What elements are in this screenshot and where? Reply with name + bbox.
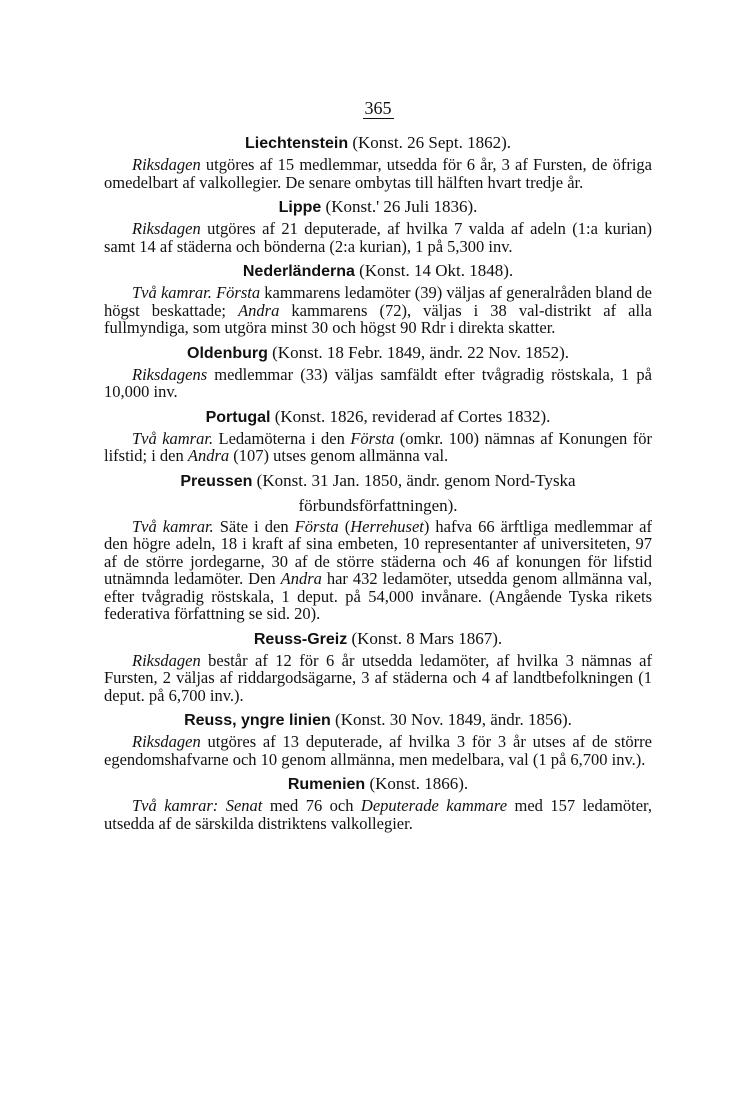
body-text: (107) utses genom allmänna val. — [229, 446, 449, 465]
italic-text: Riksdagen — [132, 219, 201, 238]
section-paragraph — [104, 156, 652, 191]
section-paragraph — [104, 797, 652, 832]
section-citation: (Konst.' 26 Juli 1836). — [321, 197, 478, 216]
body-text: Ledamöterna i den — [213, 428, 351, 448]
italic-text: Första — [350, 428, 395, 448]
italic-text: Deputerade kammare — [360, 796, 508, 815]
body-text: kammarens (72), väljas i 38 val-distrikt af alla fullmyndiga, som utgöra minst 30 och högst 90 Rdr i direkta skatter. — [104, 300, 652, 337]
sections-container — [104, 131, 652, 836]
section — [104, 469, 652, 627]
italic-text: Två kamrar: Senat — [132, 796, 263, 815]
section-title: Oldenburg — [187, 344, 268, 362]
body-text: utgöres af 15 medlemmar, utsedda för 6 år, 3 af Fursten, de öfriga omedelbart af valkollegier. De senare ombytas till hälften hvart tredje år. — [104, 155, 652, 192]
section — [104, 708, 652, 772]
section-paragraph — [104, 284, 652, 337]
section-citation: (Konst. 1866). — [365, 774, 469, 793]
section-citation: (Konst. 1826, reviderad af Cortes 1832). — [270, 406, 551, 426]
italic-text: Riksdagen — [132, 155, 201, 174]
body-text: med 157 ledamöter, utsedda af de särskilda distriktens valkollegier. — [104, 796, 653, 833]
section-title: Nederländerna — [242, 263, 355, 280]
body-text: har 432 ledamöter, utsedda genom allmänna val, efter tvågradig röstskala, 1 deput. på 54,000 invånare. (Angående Tyska rikets federativa författning se sid. 20). — [104, 569, 652, 623]
section-title: Lippe — [278, 199, 322, 216]
section-heading — [104, 195, 652, 220]
body-text: består af 12 för 6 år utsedda ledamöter, af hvilka 3 nämnas af Fursten, 2 väljas af riddargodsägarne, 3 af städerna och 4 af landtbefolkningen (1 deput. på 6,700 inv.). — [104, 650, 652, 705]
section-paragraph — [104, 733, 652, 768]
section-heading — [104, 772, 652, 797]
section-heading — [104, 469, 652, 518]
section-citation: (Konst. 26 Sept. 1862). — [348, 133, 512, 152]
section — [104, 341, 652, 405]
italic-text: Riksdagens — [132, 364, 208, 384]
body-text: utgöres af 13 deputerade, af hvilka 3 för 3 år utses af de större egendomshafvarne och 10 genom allmänna, men medelbara, val (1 på 6,700 inv.). — [104, 732, 652, 769]
section-citation: (Konst. 8 Mars 1867). — [347, 628, 503, 648]
section-paragraph — [104, 518, 652, 623]
section-paragraph — [104, 366, 652, 401]
section-title: Rumenien — [287, 776, 366, 793]
italic-text: Två kamrar. — [132, 283, 212, 302]
italic-text: Riksdagen — [132, 732, 201, 751]
italic-text: Herrehuset — [350, 516, 424, 536]
body-text: Säte i den — [213, 516, 295, 536]
italic-text: Två kamrar. — [132, 428, 214, 448]
italic-text: Riksdagen — [132, 650, 201, 670]
section-heading — [104, 627, 652, 652]
section-title: Portugal — [205, 408, 271, 426]
section-title: Liechtenstein — [244, 135, 349, 152]
section-citation: (Konst. 14 Okt. 1848). — [354, 261, 514, 280]
section-citation: (Konst. 30 Nov. 1849, ändr. 1856). — [330, 710, 572, 729]
section-paragraph — [104, 430, 652, 465]
section — [104, 195, 652, 259]
italic-text: Andra — [238, 300, 280, 320]
section-heading — [104, 405, 652, 430]
page-number: 365 — [364, 98, 392, 118]
section — [104, 627, 652, 709]
section — [104, 131, 652, 195]
body-text: medlemmar (33) väljas samfäldt efter tvågradig röstskala, 1 på 10,000 inv. — [104, 364, 652, 401]
body-text: (omkr. 100) nämnas af Konungen för lifstid; i den — [104, 428, 652, 465]
body-text: ( — [338, 516, 351, 536]
section-paragraph — [104, 652, 652, 705]
section-heading — [104, 131, 652, 156]
document-page — [104, 98, 652, 836]
section-title: Reuss, yngre linien — [184, 712, 331, 729]
italic-text: Första — [294, 516, 339, 536]
italic-text: Första — [216, 283, 261, 302]
italic-text: Två kamrar. — [132, 516, 214, 536]
section — [104, 405, 652, 469]
section-citation: (Konst. 31 Jan. 1850, ändr. genom Nord-Tyska förbundsförfattningen). — [252, 470, 576, 515]
section-citation: (Konst. 18 Febr. 1849, ändr. 22 Nov. 1852). — [267, 342, 569, 362]
body-text: med 76 och — [262, 796, 361, 815]
section-heading — [104, 259, 652, 284]
body-text: kammarens ledamöter (39) väljas af generalråden bland de högst beskattade; — [104, 283, 652, 320]
body-text: ) hafva 66 ärftliga medlemmar af den högre adeln, 18 i kraft af sina embeten, 10 representanter af universiteten, 97 af de större jordegarne, 30 af de större städerna och 46 af konungen för lifstid utnämnda ledamöter. Den — [104, 516, 652, 588]
section-heading — [104, 341, 652, 366]
section — [104, 772, 652, 836]
section — [104, 259, 652, 341]
italic-text: Andra — [280, 569, 322, 588]
section-spacer — [104, 832, 652, 836]
section-paragraph — [104, 220, 652, 255]
section-title: Reuss-Greiz — [253, 630, 348, 648]
section-title: Preussen — [180, 472, 253, 490]
body-text: utgöres af 21 deputerade, af hvilka 7 valda af adeln (1:a kurian) samt 14 af städerna och bönderna (2:a kurian), 1 på 5,300 inv. — [104, 219, 652, 256]
italic-text: Andra — [187, 446, 230, 465]
section-heading — [104, 708, 652, 733]
